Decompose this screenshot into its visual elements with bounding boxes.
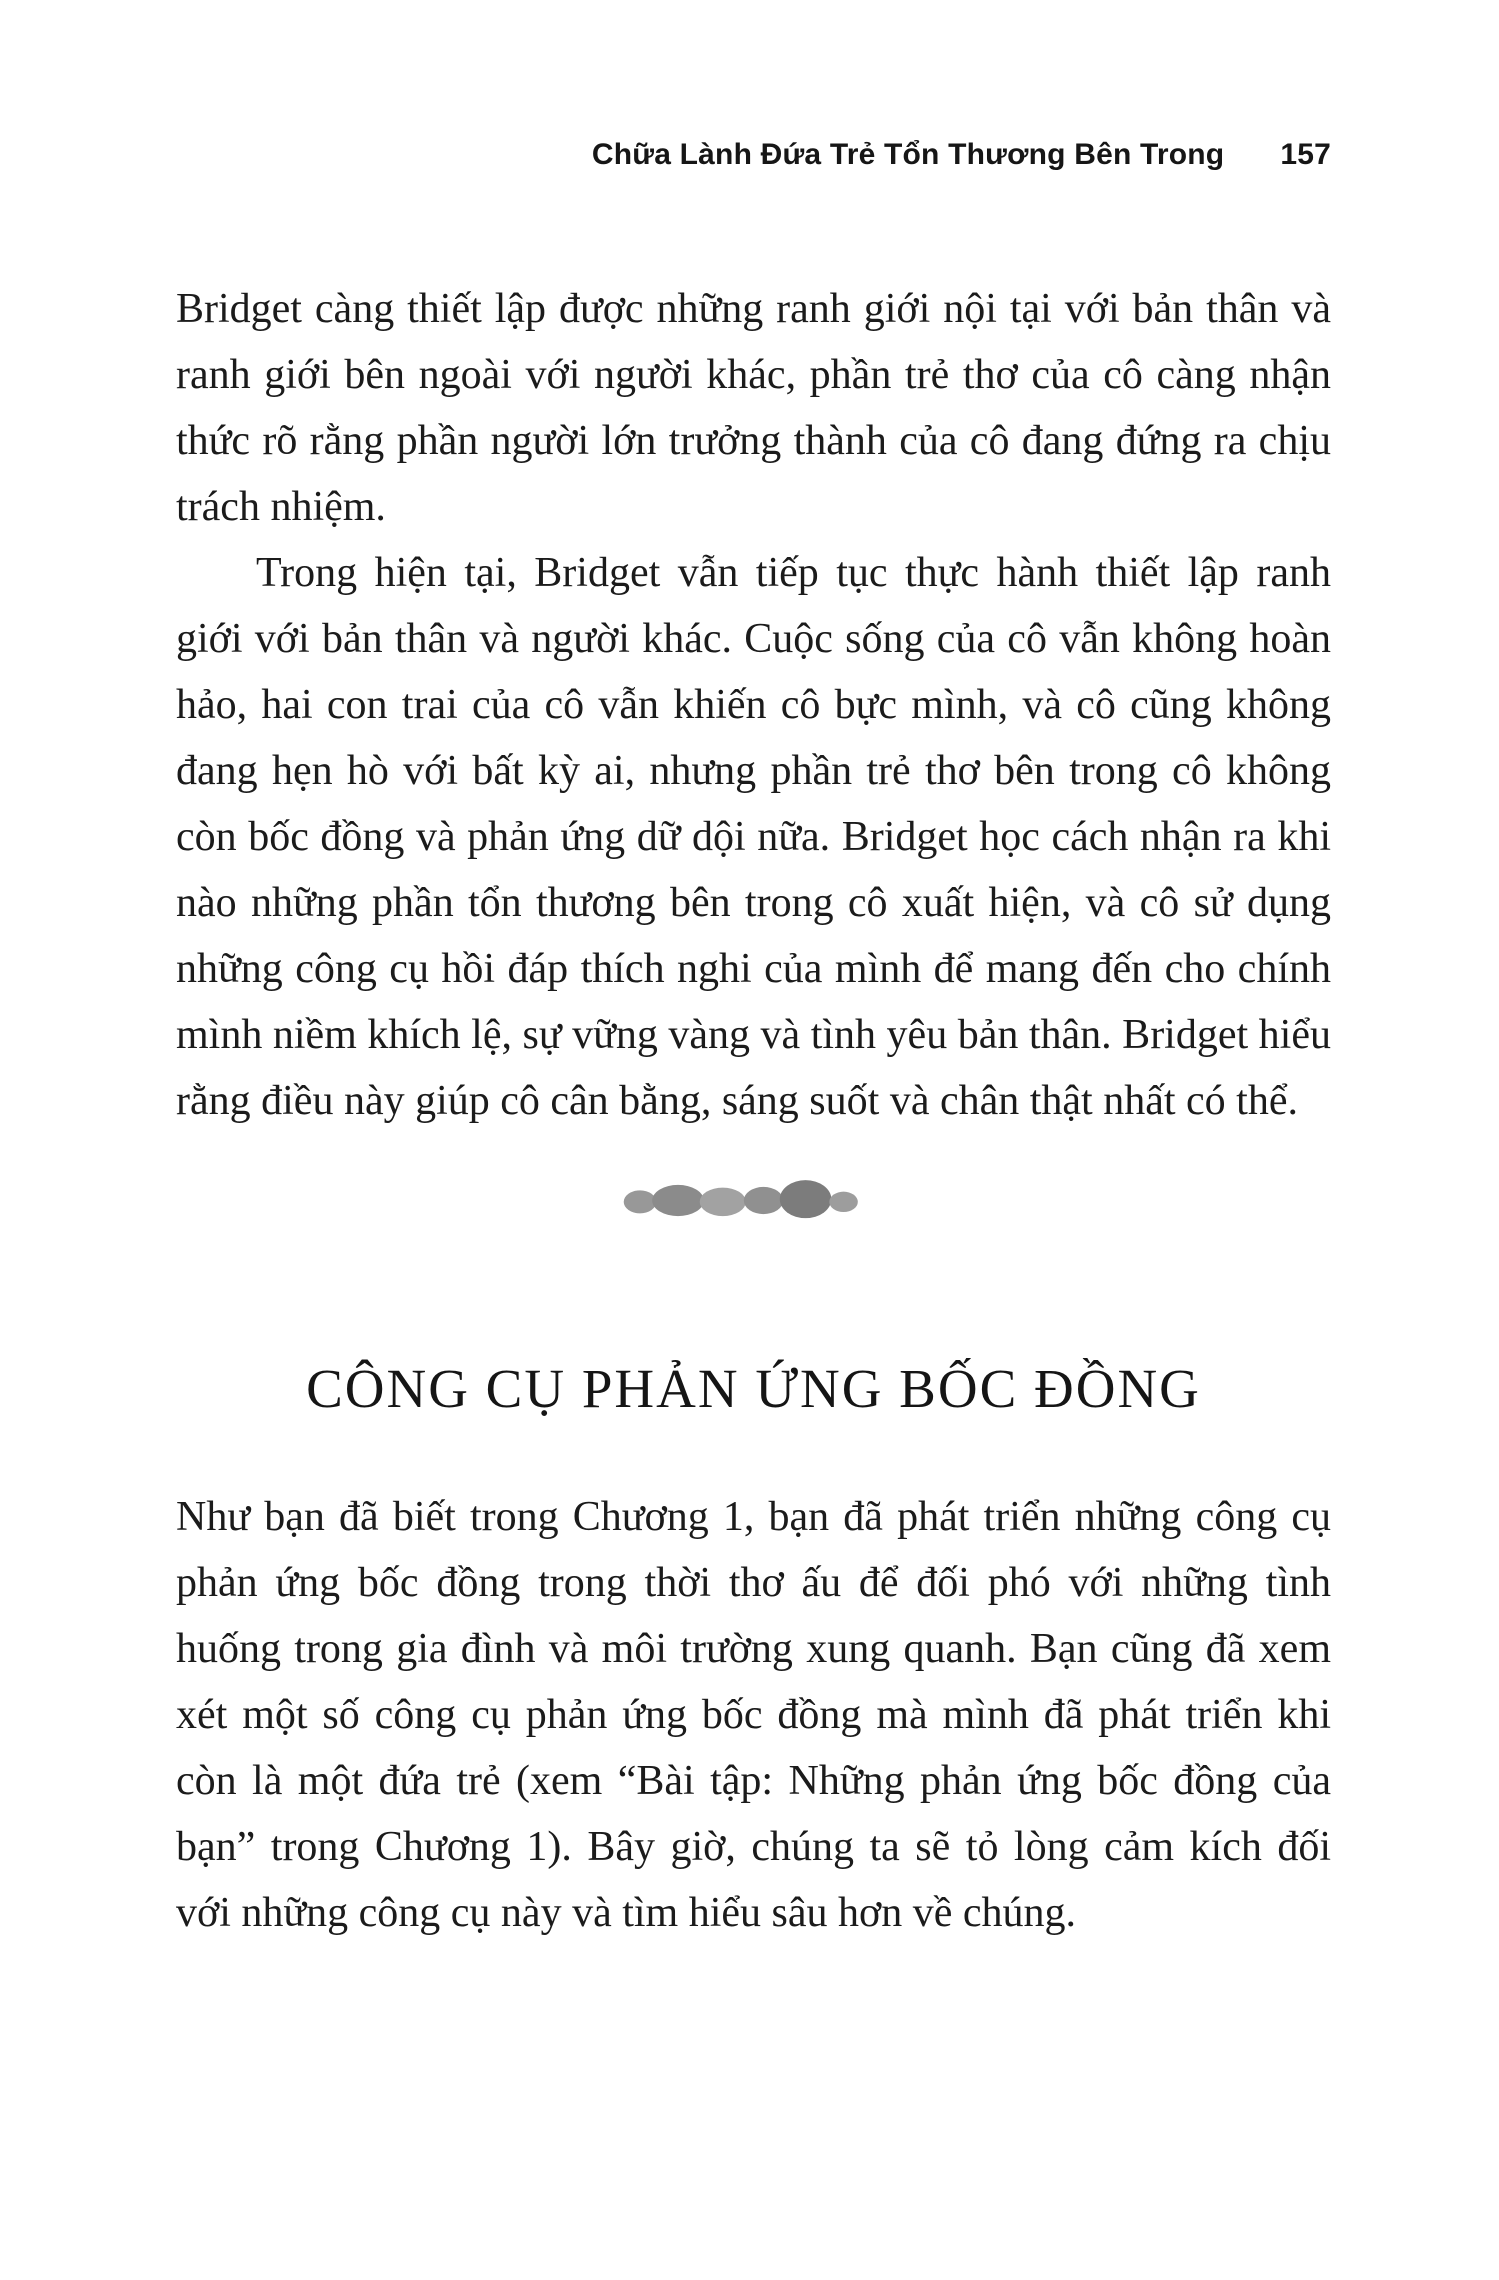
running-head-title: Chữa Lành Đứa Trẻ Tổn Thương Bên Trong: [591, 138, 1225, 171]
paragraph: Bridget càng thiết lập được những ranh giới nội tại với bản thân và ranh giới bên ngoài với người khác, phần trẻ thơ của cô càng nhận thức rõ rằng phần người lớn trưởng thành của cô đang đứng ra chịu trách nhiệm.: [176, 286, 1331, 530]
paragraph: Như bạn đã biết trong Chương 1, bạn đã phát triển những công cụ phản ứng bốc đồng trong thời thơ ấu để đối phó với những tình huống trong gia đình và môi trường xung quanh. Bạn cũng đã xem xét một số công cụ phản ứng bốc đồng mà mình đã phát triển khi còn là một đứa trẻ (xem “Bài tập: Những phản ứng bốc đồng của bạn” trong Chương 1). Bây giờ, chúng ta sẽ tỏ lòng cảm kích đối với những công cụ này và tìm hiểu sâu hơn về chúng.: [176, 1494, 1331, 1937]
paragraph: Trong hiện tại, Bridget vẫn tiếp tục thực hành thiết lập ranh giới với bản thân và người khác. Cuộc sống của cô vẫn không hoàn hảo, hai con trai của cô vẫn khiến cô bực mình, và cô cũng không đang hẹn hò với bất kỳ ai, nhưng phần trẻ thơ bên trong cô không còn bốc đồng và phản ứng dữ dội nữa. Bridget học cách nhận ra khi nào những phần tổn thương bên trong cô xuất hiện, và cô sử dụng những công cụ hồi đáp thích nghi của mình để mang đến cho chính mình niềm khích lệ, sự vững vàng và tình yêu bản thân. Bridget hiểu rằng điều này giúp cô cân bằng, sáng suốt và chân thật nhất có thể.: [176, 550, 1331, 1124]
page-header: [176, 138, 1331, 172]
section-divider: [176, 1172, 1331, 1229]
pebble-ornament-icon: [618, 1172, 890, 1229]
page-body: [176, 276, 1331, 1946]
section-heading: CÔNG CỤ PHẢN ỨNG BỐC ĐỒNG: [306, 1358, 1201, 1419]
page-number: 157: [1280, 138, 1331, 171]
